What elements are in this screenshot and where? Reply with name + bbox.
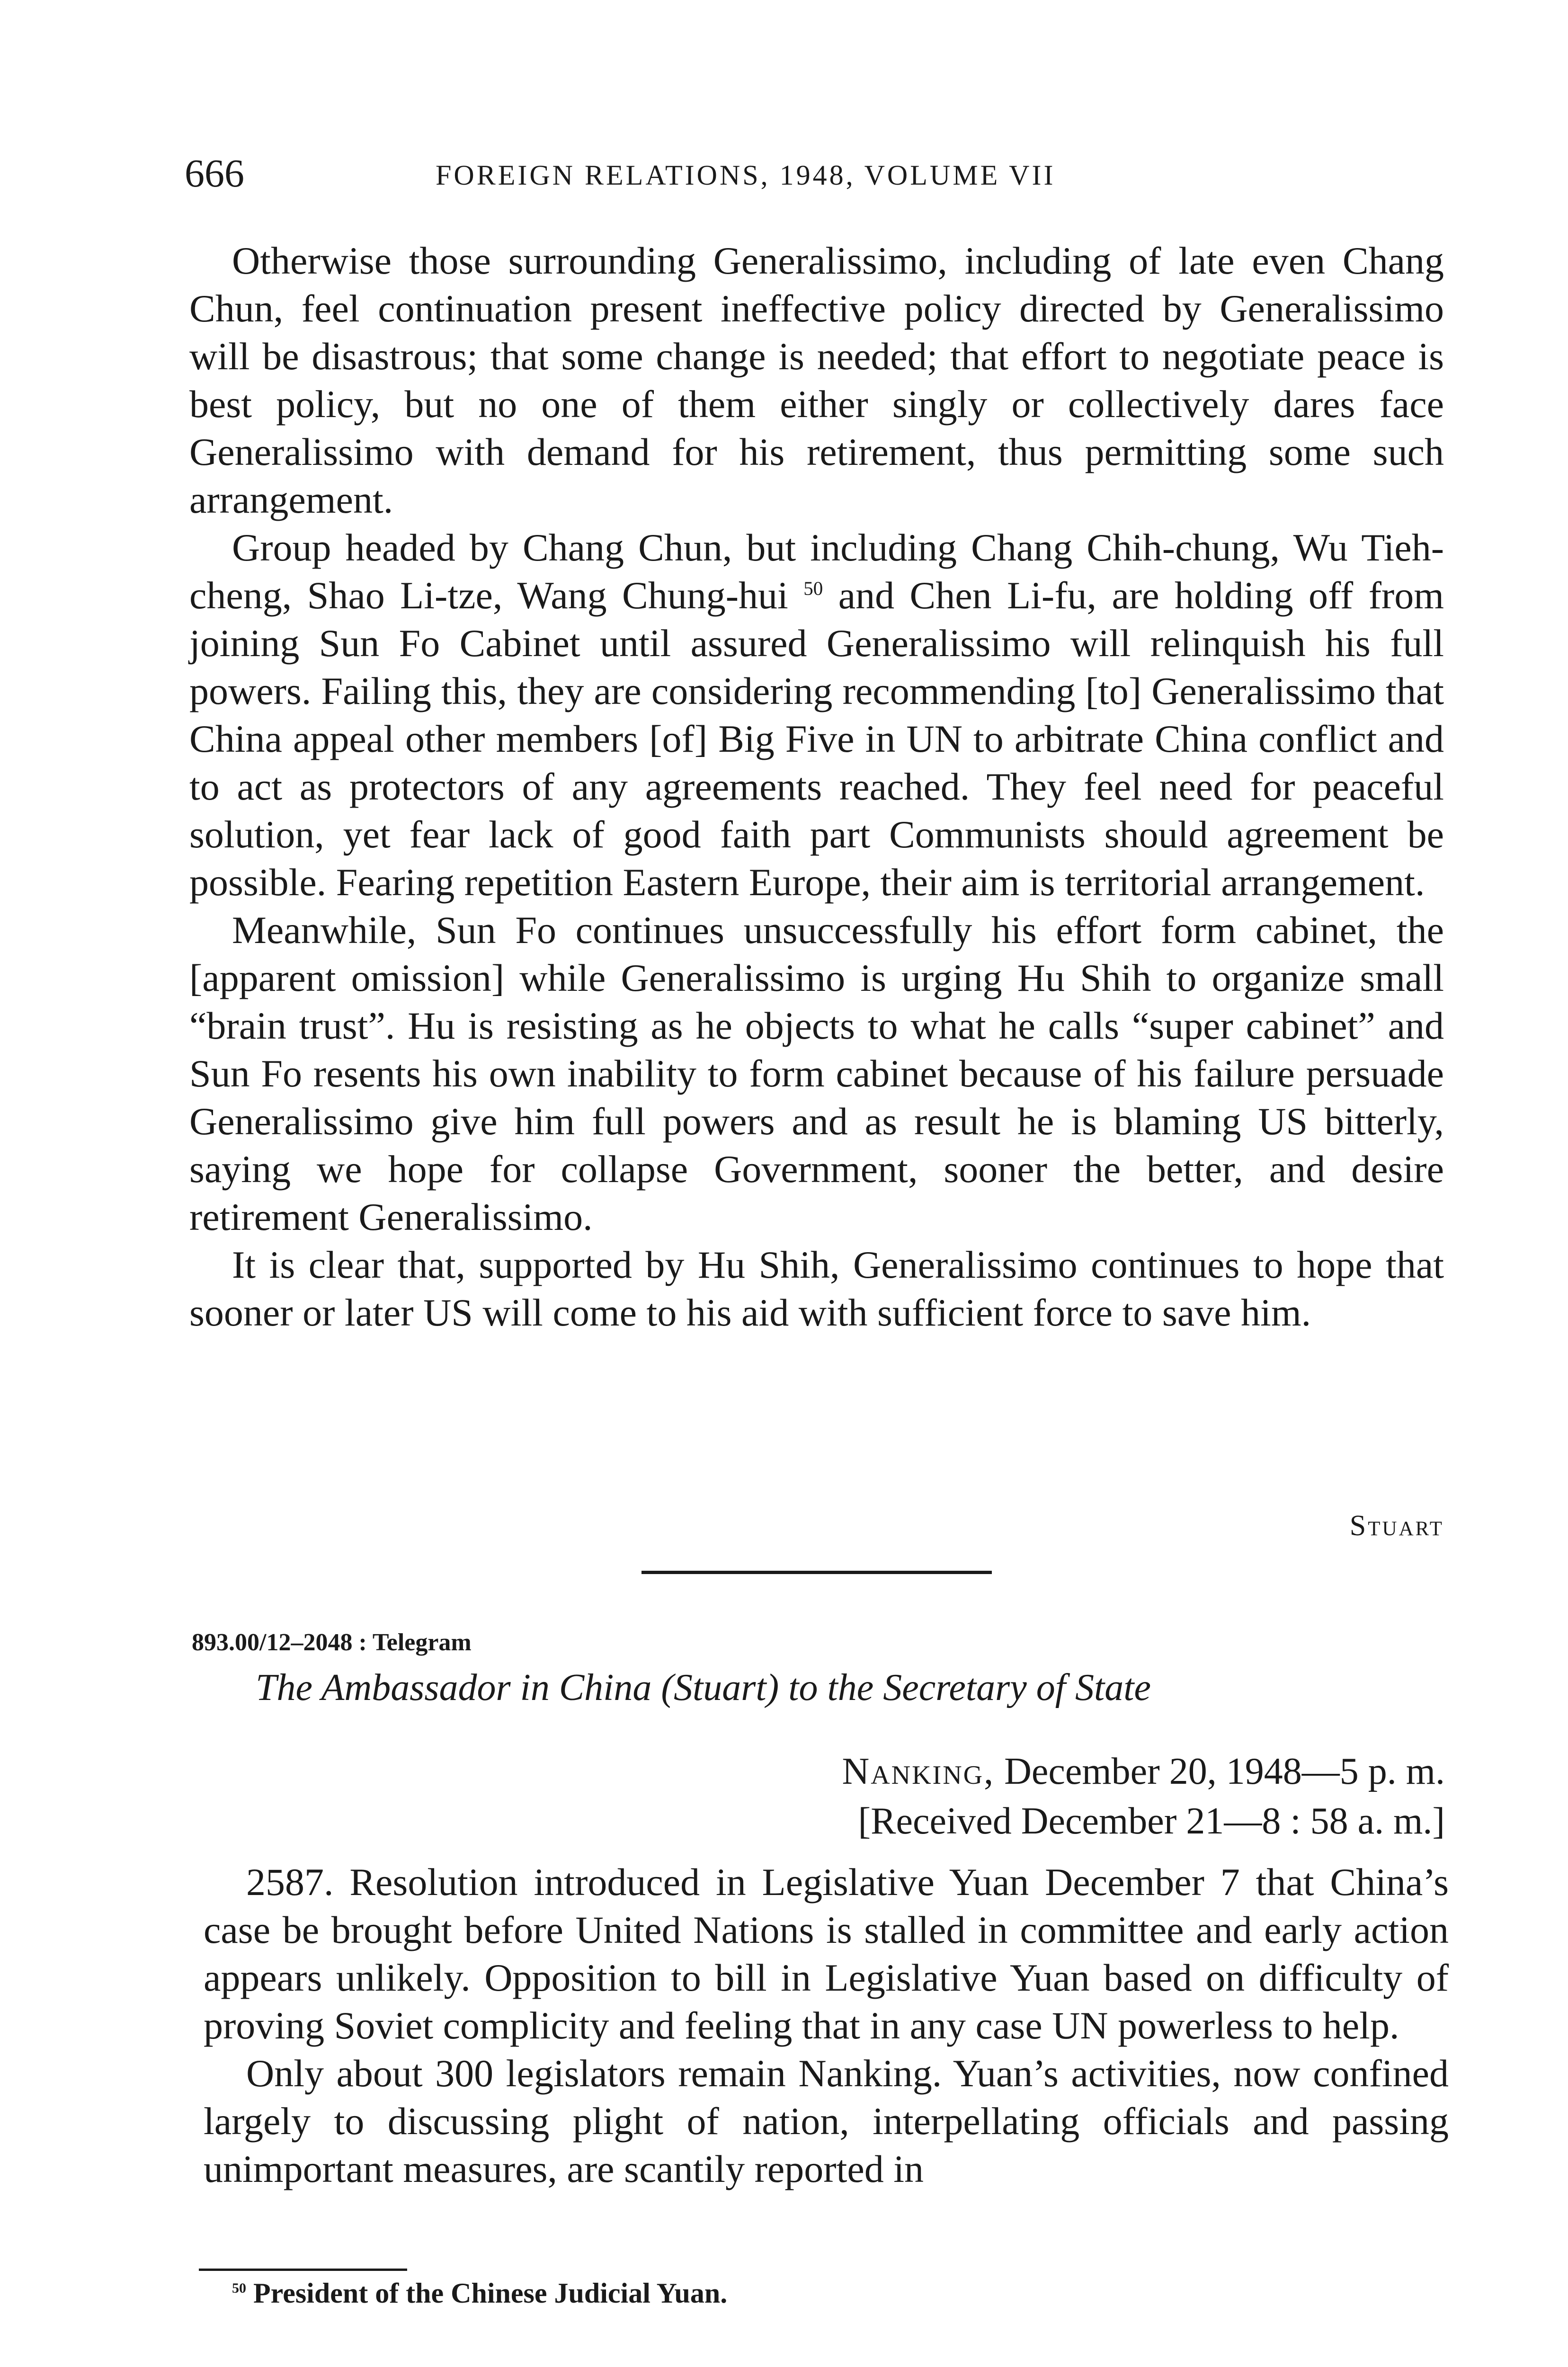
- paragraph: Only about 300 legislators remain Nanking. Yuan’s activities, now confined largely to discussing plight of nation, interpellating officials and passing unimportant measures, are scantily reported in: [204, 2052, 1449, 2190]
- footnote-marker: 50: [232, 2280, 246, 2296]
- document-title: The Ambassador in China (Stuart) to the Secretary of State: [256, 1667, 1151, 1709]
- running-head: [185, 151, 1444, 203]
- dateline-place: Nanking,: [842, 1751, 995, 1792]
- date-received: [Received December 21—8 : 58 a. m.]: [858, 1800, 1445, 1842]
- date-sent: December 20, 1948—5 p. m.: [995, 1751, 1445, 1792]
- paragraph: 2587. Resolution introduced in Legislative Yuan December 7 that China’s case be brought before United Nations is stalled in committee and early action appears unlikely. Opposition to bill in Legislative Yuan based on difficulty of proving Soviet complicity and feeling that in any case UN powerless to help.: [204, 1860, 1449, 2047]
- paragraph-with-footnote: Group headed by Chang Chun, but including Chang Chih-chung, Wu Tieh-cheng, Shao Li-tze, Wang Chung-hui $^{50}$ and Chen Li-fu, are holding off from joining Sun Fo Cabinet until assured Generalissimo will relinquish his full powers. Failing this, they are considering recommending [to] Generalissimo that China appeal other members [of] Big Five in UN to arbitrate China conflict and to act as protectors of any agreements reached. They feel need for peaceful solution, yet fear lack of good faith part Communists should agreement be possible. Fearing repetition Eastern Europe, their aim is territorial arrangement.: [189, 526, 1444, 904]
- paragraph: Meanwhile, Sun Fo continues unsuccessfully his effort form cabinet, the [apparent omission] while Generalissimo is urging Hu Shih to organize small “brain trust”. Hu is resisting as he objects to what he calls “super cabinet” and Sun Fo resents his own inability to form cabinet because of his failure persuade Generalissimo give him full powers and as result he is blaming US bitterly, saying we hope for collapse Government, sooner the better, and desire retirement Generalissimo.: [189, 908, 1444, 1238]
- footnote: [232, 2277, 727, 2310]
- running-title: FOREIGN RELATIONS, 1948, VOLUME VII: [436, 160, 1056, 191]
- footnote-rule: [199, 2269, 407, 2271]
- telegram-body: [204, 1858, 1449, 2193]
- page-number: 666: [185, 151, 244, 196]
- signature: Stuart: [1349, 1510, 1444, 1542]
- section-divider: [641, 1571, 992, 1574]
- dateline: [842, 1747, 1445, 1846]
- paragraph: It is clear that, supported by Hu Shih, Generalissimo continues to hope that sooner or later US will come to his aid with sufficient force to save him.: [189, 1243, 1444, 1334]
- footnote-reference: 50: [803, 577, 823, 599]
- telegram-continuation: [189, 237, 1444, 1336]
- file-reference: 893.00/12–2048 : Telegram: [192, 1629, 472, 1656]
- date-sent-line: [842, 1747, 1445, 1797]
- paragraph: Otherwise those surrounding Generalissimo, including of late even Chang Chun, feel continuation present ineffective policy directed by Generalissimo will be disastrous; that some change is needed; that effort to negotiate peace is best policy, but no one of them either singly or collectively dares face Generalissimo with demand for his retirement, thus permitting some such arrangement.: [189, 239, 1444, 521]
- footnote-text: President of the Chinese Judicial Yuan.: [246, 2278, 728, 2309]
